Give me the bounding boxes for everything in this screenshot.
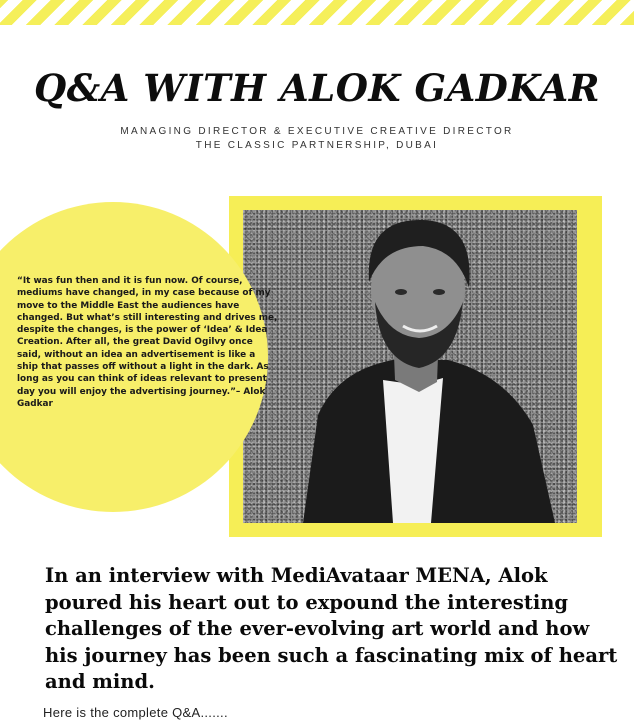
portrait-photo [243, 210, 577, 523]
portrait-illustration [243, 210, 577, 523]
pull-quote: “It was fun then and it is fun now. Of course, mediums have changed, in my case because of my move to the Middle East the audiences have changed. But what’s still interesting and drives me, despite the changes, is the power of ‘Idea’ & Idea Creation. After all, the great David Ogilvy once said, without an idea an advertisement is like a ship that passes off without a light in the dark. As long as you can think of ideas relevant to present day you will enjoy the advertising journey.”– Alok Gadkar [17, 276, 278, 409]
subtitle-company: THE CLASSIC PARTNERSHIP, DUBAI [195, 140, 439, 151]
lead-in-text: Here is the complete Q&A....... [43, 705, 228, 720]
striped-header-band [0, 0, 634, 25]
page-title: Q&A WITH ALOK GADKAR [34, 66, 600, 110]
subtitle-role: MANAGING DIRECTOR & EXECUTIVE CREATIVE DIRECTOR [120, 126, 514, 137]
intro-paragraph: In an interview with MediAvataar MENA, Alok poured his heart out to expound the interesting challenges of the ever-evolving art world and how his journey has been such a fascinating mix of heart and mind. [45, 564, 618, 693]
